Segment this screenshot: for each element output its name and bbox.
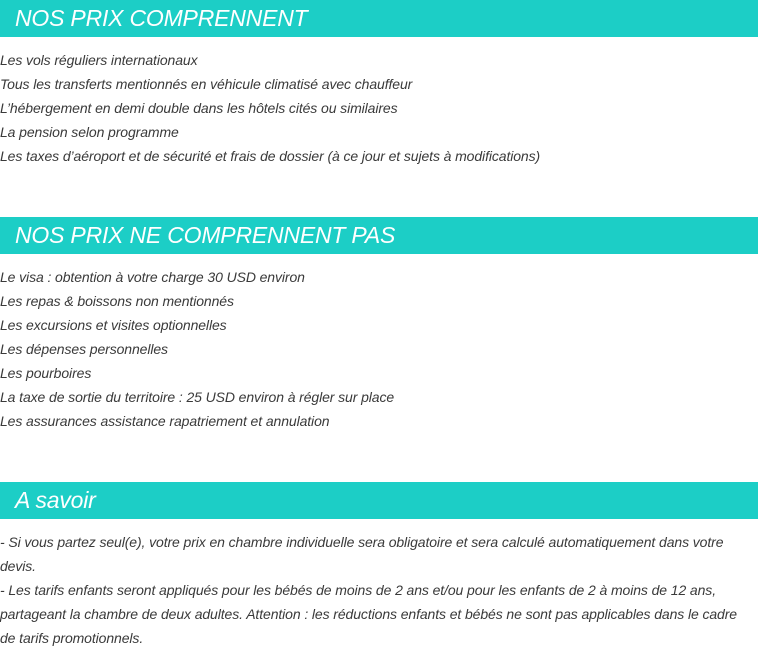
info-section-title: A savoir — [15, 487, 96, 513]
list-item: La pension selon programme — [0, 124, 179, 140]
info-text — [0, 530, 756, 650]
list-item: Tous les transferts mentionnés en véhicule climatisé avec chauffeur — [0, 76, 413, 92]
info-paragraph: - Les tarifs enfants seront appliqués pour les bébés de moins de 2 ans et/ou pour les enfants de 2 à moins de 12 ans, partageant la chambre de deux adultes. Attention : les réductions enfants et bébés ne sont pas applicables dans le cadre de tarifs promotionnels. — [0, 582, 737, 646]
list-item: Le visa : obtention à votre charge 30 USD environ — [0, 269, 305, 285]
info-paragraph: - Si vous partez seul(e), votre prix en chambre individuelle sera obligatoire et sera calculé automatiquement dans votre devis. — [0, 534, 724, 574]
excluded-section-title: NOS PRIX NE COMPRENNENT PAS — [15, 222, 396, 248]
list-item: Les pourboires — [0, 365, 92, 381]
list-item: Les assurances assistance rapatriement et annulation — [0, 413, 330, 429]
included-section-title: NOS PRIX COMPRENNENT — [15, 5, 308, 31]
info-section-header — [0, 482, 758, 519]
list-item: Les repas & boissons non mentionnés — [0, 293, 234, 309]
list-item: La taxe de sortie du territoire : 25 USD environ à régler sur place — [0, 389, 395, 405]
included-list — [0, 48, 758, 168]
list-item: Les taxes d’aéroport et de sécurité et frais de dossier (à ce jour et sujets à modifications) — [0, 148, 541, 164]
excluded-list — [0, 265, 758, 433]
included-section-header — [0, 0, 758, 37]
list-item: Les vols réguliers internationaux — [0, 52, 198, 68]
list-item: Les dépenses personnelles — [0, 341, 168, 357]
excluded-section-header — [0, 217, 758, 254]
list-item: L’hébergement en demi double dans les hôtels cités ou similaires — [0, 100, 398, 116]
list-item: Les excursions et visites optionnelles — [0, 317, 227, 333]
